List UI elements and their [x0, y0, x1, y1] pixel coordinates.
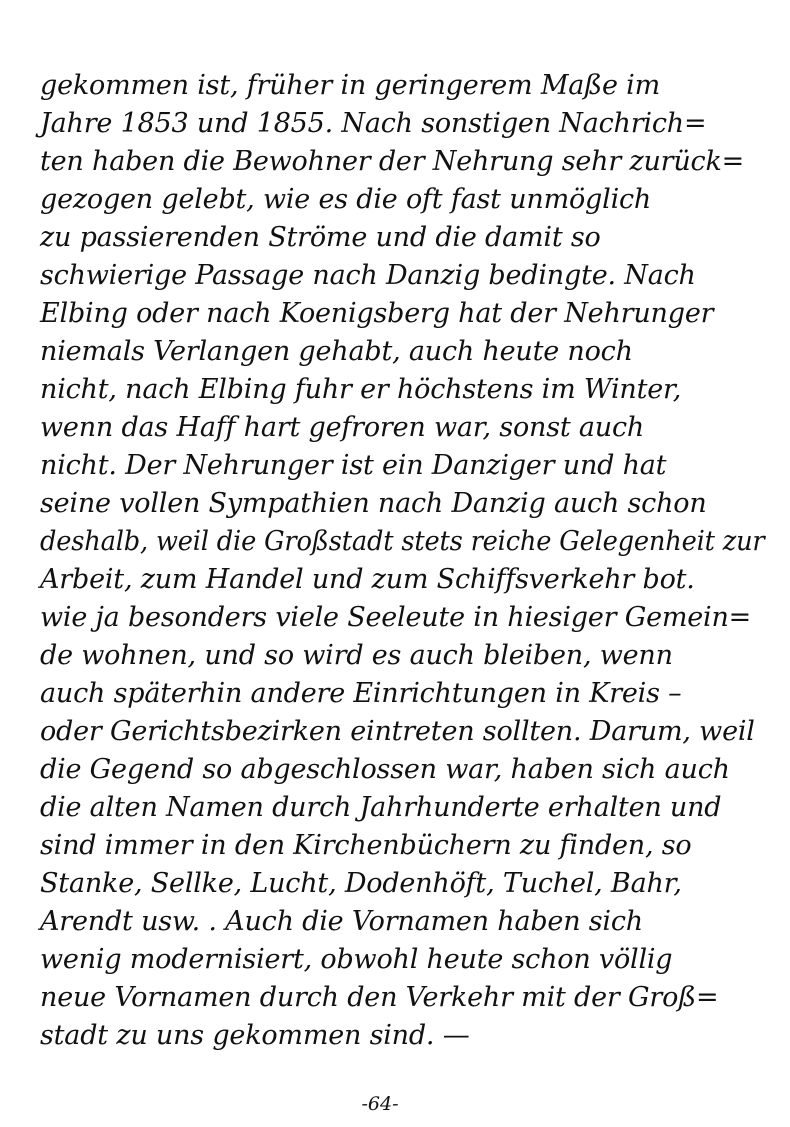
text-line: neue Vornamen durch den Verkehr mit der Groß=: [40, 982, 719, 1013]
text-line: stadt zu uns gekommen sind. —: [40, 1020, 470, 1051]
text-line: de wohnen, und so wird es auch bleiben, wenn: [40, 640, 673, 671]
text-line: wenig modernisiert, obwohl heute schon völlig: [40, 944, 673, 975]
text-line: sind immer in den Kirchenbüchern zu finden, so: [40, 830, 692, 861]
text-line: schwierige Passage nach Danzig bedingte. Nach: [40, 260, 696, 291]
text-line: die Gegend so abgeschlossen war, haben sich auch: [40, 754, 730, 785]
text-line: seine vollen Sympathien nach Danzig auch schon: [40, 488, 707, 519]
text-line: Stanke, Sellke, Lucht, Dodenhöft, Tuchel, Bahr,: [40, 868, 682, 899]
text-line: auch späterhin andere Einrichtungen in Kreis –: [40, 678, 682, 709]
text-line: gekommen ist, früher in geringerem Maße im: [40, 70, 660, 101]
text-line: Arendt usw. . Auch die Vornamen haben sich: [40, 906, 643, 937]
text-line: nicht. Der Nehrunger ist ein Danziger und hat: [40, 450, 667, 481]
text-line: die alten Namen durch Jahrhunderte erhalten und: [40, 792, 722, 823]
text-line: wenn das Haff hart gefroren war, sonst auch: [40, 412, 645, 443]
text-line: gezogen gelebt, wie es die oft fast unmöglich: [40, 184, 652, 215]
text-line: ten haben die Bewohner der Nehrung sehr zurück=: [40, 146, 745, 177]
text-line: Arbeit, zum Handel und zum Schiffsverkehr bot.: [40, 564, 695, 595]
text-line: zu passierenden Ströme und die damit so: [40, 222, 601, 253]
text-line: Jahre 1853 und 1855. Nach sonstigen Nachrich=: [40, 108, 707, 139]
text-line: oder Gerichtsbezirken eintreten sollten. Darum, weil: [40, 716, 755, 747]
text-line: wie ja besonders viele Seeleute in hiesiger Gemein=: [40, 602, 752, 633]
text-line: Elbing oder nach Koenigsberg hat der Nehrunger: [40, 298, 714, 329]
text-line: nicht, nach Elbing fuhr er höchstens im Winter,: [40, 374, 682, 405]
page-number: -64-: [361, 1093, 399, 1115]
text-line: niemals Verlangen gehabt, auch heute noch: [40, 336, 633, 367]
text-line: deshalb, weil die Großstadt stets reiche Gelegenheit zur: [40, 526, 765, 557]
